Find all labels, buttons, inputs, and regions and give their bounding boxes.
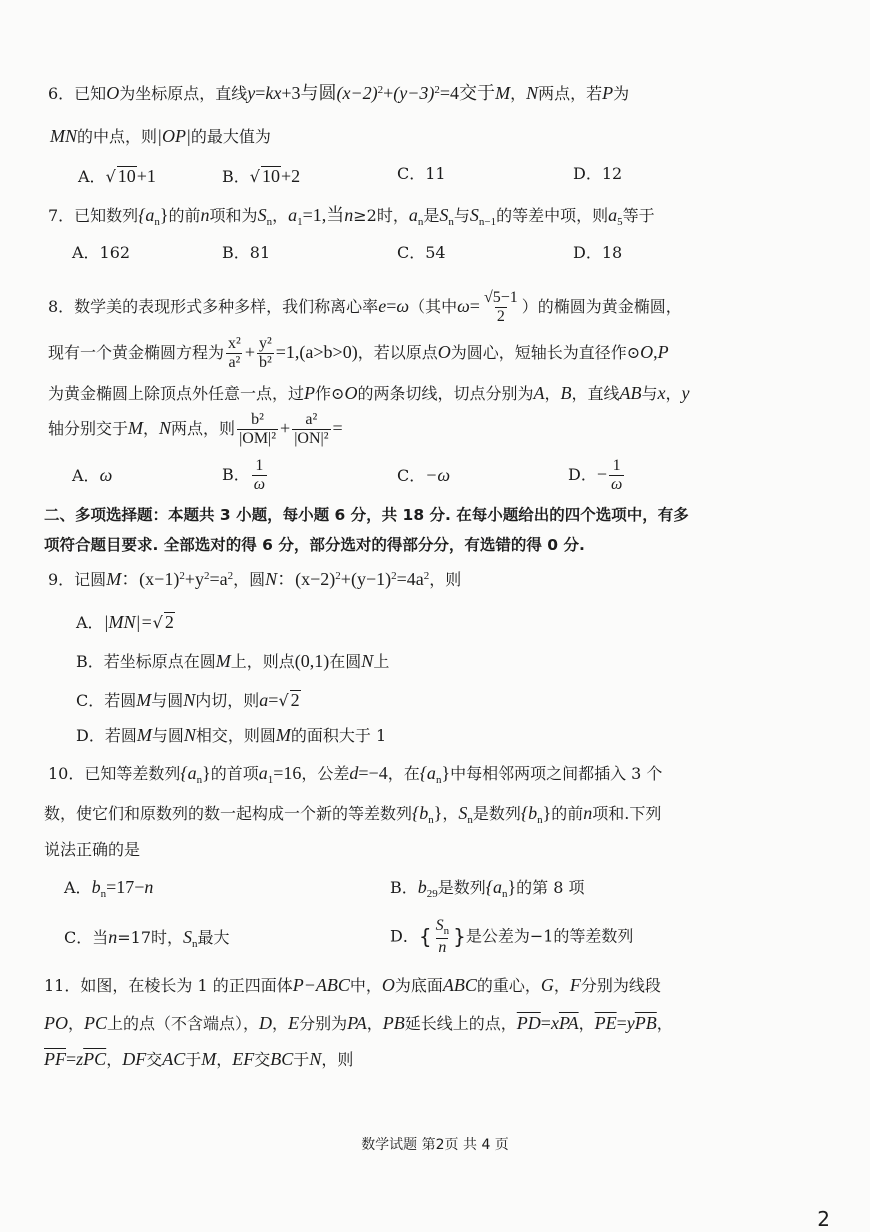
q6-line2: MN的中点，则|OP|的最大值为 bbox=[50, 126, 271, 146]
q6-option-d: D．12 bbox=[573, 164, 623, 183]
q10-line3: 说法正确的是 bbox=[44, 840, 141, 859]
q8-option-b: B． $\frac{1}{\omega}$ bbox=[222, 457, 266, 493]
q6-line1: 6．已知O为坐标原点，直线y=kx+3与圆$(x-2)^2+(y-3)^2=4$交于M，N两点，若P为 bbox=[48, 83, 630, 103]
q9-option-c: C．若圆M与圆N内切，则a=√ 2 bbox=[76, 690, 300, 710]
golden-ratio-fraction: $\frac{√5-1}{2}$ bbox=[483, 289, 518, 325]
q7-option-c: C．54 bbox=[397, 243, 446, 262]
q11-line2: PO，PC上的点（不含端点），D，E分别为PA，PB延长线上的点，$\overline{PD}=x\overline{PA}$，$\overline{PE}=y\overline{PB}$， bbox=[44, 1013, 673, 1033]
page-footer: 数学试题 第2页 共 4 页 bbox=[361, 1137, 509, 1153]
q10-option-a: A．$b_n=17-n$ bbox=[64, 877, 154, 900]
q8-option-a: A．ω bbox=[72, 465, 113, 485]
section2-heading-line2: 项符合题目要求. 全部选对的得 6 分，部分选对的得部分分，有选错的得 0 分. bbox=[44, 536, 585, 554]
q10-option-c: C．当n=17时，$S_n$最大 bbox=[64, 927, 230, 950]
q8-line3: 为黄金椭圆上除顶点外任意一点，过P作⊙O的两条切线，切点分别为A，B，直线AB与x，y bbox=[48, 383, 690, 403]
q9-option-a: A．|MN|=√ 2 bbox=[76, 612, 174, 632]
section2-heading-line1: 二、多项选择题：本题共 3 小题，每小题 6 分，共 18 分. 在每小题给出的四个选项中，有多 bbox=[44, 506, 689, 524]
q10-option-d: D．{ $\frac{S_n}{n}$ }是公差为−1的等差数列 bbox=[390, 917, 634, 956]
q6-option-b: B．√ 10+2 bbox=[222, 166, 301, 186]
q7-option-b: B．81 bbox=[222, 243, 271, 262]
q10-line1: 10．已知等差数列$\{a_n\}$的首项$a_1=16$，公差d=−4，在$\{a_n\}$中每相邻两项之间都插入 3 个 bbox=[48, 763, 663, 786]
q7-stem: 7．已知数列$\{a_n\}$的前n项和为$S_n$，$a_1=1$,当n≥2时，$a_n$是$S_n$与$S_{n-1}$的等差中项，则$a_5$等于 bbox=[48, 205, 655, 228]
q8-option-d: D．− $\frac{1}{\omega}$ bbox=[568, 457, 623, 493]
q9-option-b: B．若坐标原点在圆M上，则点(0,1)在圆N上 bbox=[76, 651, 390, 671]
q11-line1: 11．如图，在棱长为 1 的正四面体P−ABC中，O为底面ABC的重心，G，F分别为线段 bbox=[44, 975, 661, 995]
q6-option-c: C．11 bbox=[397, 164, 446, 183]
q8-line2: 现有一个黄金椭圆方程为 $\frac{\text{x²}}{\text{a²}}$ + $\frac{\text{y²}}{\text{b²}}$ =1,(a>b>0)，若以原点O为圆心，短轴长为直径作⊙O,P bbox=[48, 335, 669, 371]
q10-line2: 数，使它们和原数列的数一起构成一个新的等差数列$\{b_n\}$，$S_n$是数列$\{b_n\}$的前n项和.下列 bbox=[44, 803, 662, 826]
q7-option-a: A．162 bbox=[72, 243, 131, 262]
q6-option-a: A．√ 10+1 bbox=[78, 166, 156, 186]
q8-line4: 轴分别交于M，N两点，则 $\frac{\text{b²}}{\text{|OM|²}}$ + $\frac{\text{a²}}{\text{|ON|²}}$ = bbox=[48, 411, 343, 447]
q9-stem: 9．记圆M：$(x-1)^2+y^2=a^2$，圆N：$(x-2)^2+(y-1)^2=4a^2$，则 bbox=[48, 569, 462, 589]
q8-option-c: C．−ω bbox=[397, 465, 451, 485]
q7-option-d: D．18 bbox=[573, 243, 623, 262]
q11-line3: $\overline{PF}=z\overline{PC}$，DF交AC于M，EF交BC于N，则 bbox=[44, 1049, 354, 1069]
q8-line1: 8．数学美的表现形式多种多样，我们称离心率e=ω（其中ω= $\frac{√5-1}{2}$ ）的椭圆为黄金椭圆， bbox=[48, 289, 682, 325]
page-number: 2 bbox=[817, 1207, 830, 1231]
q10-option-b: B．$b_{29}$是数列$\{a_n\}$的第 8 项 bbox=[390, 877, 585, 900]
q9-option-d: D．若圆M与圆N相交，则圆M的面积大于 1 bbox=[76, 725, 387, 745]
